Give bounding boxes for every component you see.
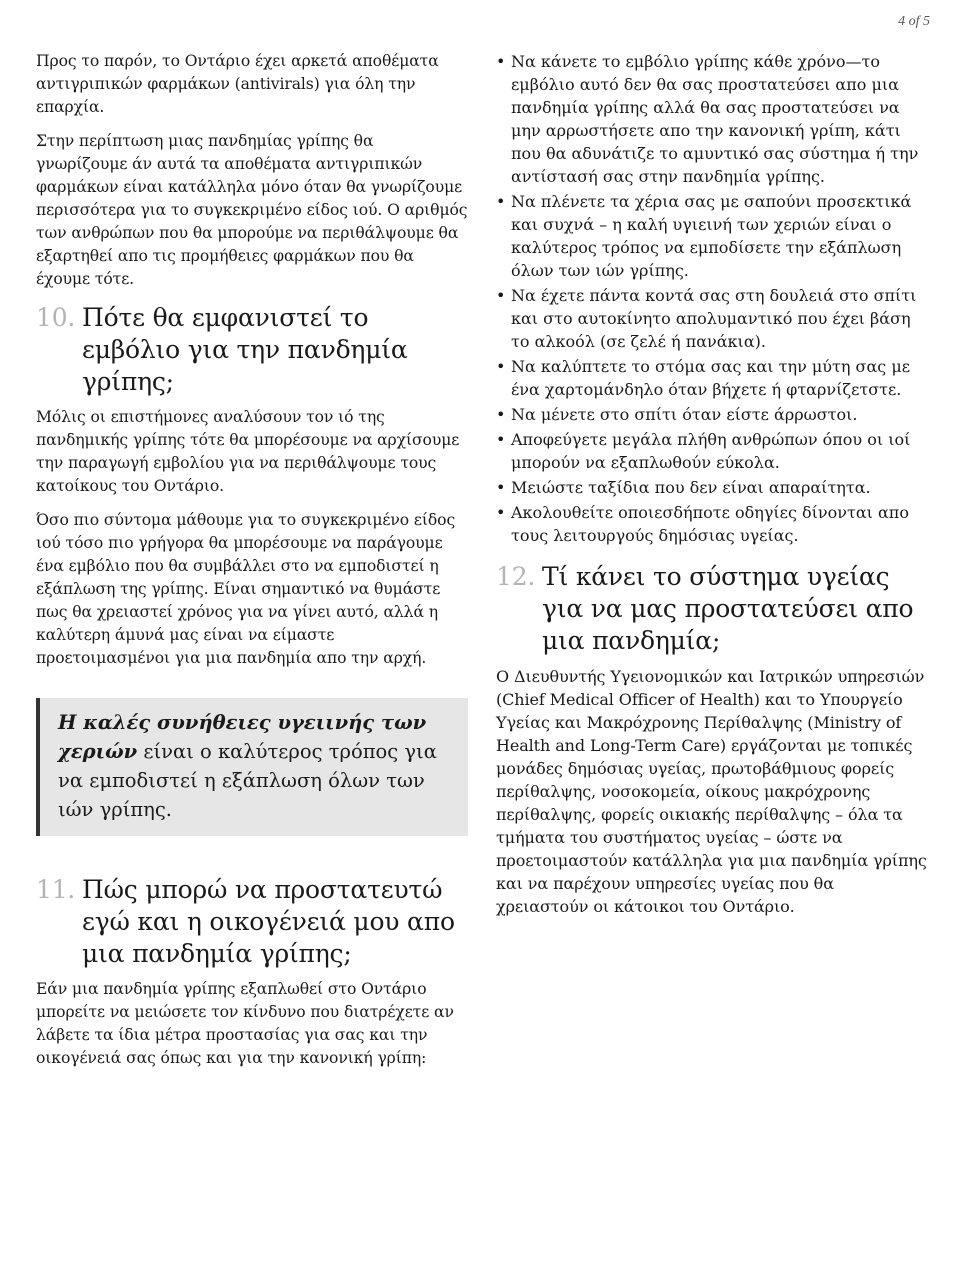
bullet-icon: • [496,357,506,376]
list-item-text: Ακολουθείτε οποιεσδήποτε οδηγίες δίνονται απο τους λειτουργούς δημόσιας υγείας. [511,503,909,545]
section-12-title: Τί κάνει το σύστημα υγείας για να μας προστατεύσει απο μια πανδημία; [542,562,914,655]
bullet-icon: • [496,503,506,522]
section-12-paragraph: Ο Διευθυντής Υγειονομικών και Ιατρικών υπηρεσιών (Chief Medical Officer of Health) και το Υπουργείο Υγείας και Μακρόχρονης Περίθαλψης (Ministry of Health and Long-Term Care) εργάζονται με τοπικές μονάδες δημόσιας υγείας, πρωτοβάθμιους φορείς περίθαλψης, νοσοκομεία, οίκους μακρόχρονης περίθαλψης, φορείς οικιακής περίθαλψης – όλα τα τμήματα του συστήματος υγείας – ώστε να προετοιμαστούν κατάλληλα για μια πανδημία γρίπης και να παρέχουν υπηρεσίες υγείας που θα χρειαστούν οι κάτοικοι του Οντάριο. [496,667,927,916]
list-item-text: Μειώστε ταξίδια που δεν είναι απαραίτητα. [511,478,871,497]
section-11-paragraph: Εάν μια πανδημία γρίπης εξαπλωθεί στο Οντάριο μπορείτε να μειώσετε τον κίνδυνο που διατρέχετε αν λάβετε τα ίδια μέτρα προστασίας για σας και την οικογένειά σας όπως και για την κανονική γρίπη: [36,980,454,1067]
bullet-icon: • [496,192,506,211]
section-10-number: 10. [36,303,76,332]
section-10-paragraph-1: Μόλις οι επιστήμονες αναλύσουν τον ιό της πανδημικής γρίπης τότε θα μπορέσουμε να αρχίσουμε την παραγωγή εμβολίου για να περιθάλψουμε τους κατοίκους του Οντάριο. [36,408,460,495]
list-item-text: Να μένετε στο σπίτι όταν είστε άρρωστοι. [511,405,858,424]
list-item-text: Να πλένετε τα χέρια σας με σαπούνι προσεκτικά και συχνά – η καλή υγιεινή των χεριών είναι ο καλύτερος τρόπος να εμποδίσετε την εξάπλωση όλων των ιών γρίπης. [511,192,912,280]
list-item [496,284,928,353]
section-10-title: Πότε θα εμφανιστεί το εμβόλιο για την πανδημία γρίπης; [82,303,408,396]
section-12-number: 12. [496,562,536,591]
list-item-text: Να κάνετε το εμβόλιο γρίπης κάθε χρόνο—το εμβόλιο αυτό δεν θα σας προστατεύσει απο μια πανδημία γρίπης αλλά θα σας προστατεύσει να μην αρρωστήσετε απο την κανονική γρίπη, κάτι που θα αδυνάτιζε το αμυντικό σας σύστημα ή την αντίστασή σας στην πανδημία γρίπης. [511,52,919,186]
list-item [496,190,928,282]
section-11-number: 11. [36,875,76,904]
list-item [496,476,928,499]
list-item-text: Να έχετε πάντα κοντά σας στη δουλειά στο σπίτι και στο αυτοκίνητο απολυμαντικό που έχει βάση το αλκοόλ (σε ζελέ ή πανάκια). [511,286,917,351]
section-10-paragraph-2: Όσο πιο σύντομα μάθουμε για το συγκεκριμένο είδος ιού τόσο πιο γρήγορα θα μπορέσουμε να παράγουμε ένα εμβόλιο που θα συμβάλλει στο να εμποδιστεί η εξάπλωση της γρίπης. Είναι σημαντικό να θυμάστε πως θα χρειαστεί χρόνος για να γίνει αυτό, αλλά η καλύτερη άμυνά μας είναι να είμαστε προετοιμασμένοι για μια πανδημία απο την αρχή. [36,511,456,667]
left-column [36,50,468,1081]
page-number: 4 of 5 [898,14,930,29]
list-item [496,501,928,547]
section-11-heading [36,874,468,970]
intro-paragraph-1: Προς το παρόν, το Οντάριο έχει αρκετά αποθέματα αντιγριπικών φαρμάκων (antivirals) για όλη την επαρχία. [36,52,439,116]
list-item [496,428,928,474]
list-item [496,50,928,188]
bullet-icon: • [496,286,506,305]
protection-bullet-list [496,50,928,547]
callout-emphasis: Η καλές συνήθειες υγειινής των χεριών [58,711,427,763]
list-item [496,355,928,401]
list-item [496,403,928,426]
bullet-icon: • [496,52,506,71]
bullet-icon: • [496,405,506,424]
bullet-icon: • [496,430,506,449]
hand-hygiene-callout [36,698,468,836]
section-11-title: Πώς μπορώ να προστατευτώ εγώ και η οικογένειά μου απο μια πανδημία γρίπης; [82,875,455,968]
intro-paragraph-2: Στην περίπτωση μιας πανδημίας γρίπης θα γνωρίζουμε άν αυτά τα αποθέματα αντιγριπικών φαρμάκων είναι κατάλληλα μόνο όταν θα γνωρίζουμε περισσότερα για το συγκεκριμένο είδος ιού. Ο αριθμός των ανθρώπων που θα μπορούμε να περιθάλψουμε θα εξαρτηθεί απο τις προμήθειες φαρμάκων που θα έχουμε τότε. [36,132,468,288]
section-12-heading [496,561,928,657]
list-item-text: Να καλύπτετε το στόμα σας και την μύτη σας με ένα χαρτομάνδηλο όταν βήχετε ή φταρνίζετστε. [511,357,911,399]
section-10-heading [36,302,468,398]
list-item-text: Αποφεύγετε μεγάλα πλήθη ανθρώπων όπου οι ιοί μπορούν να εξαπλωθούν εύκολα. [511,430,911,472]
right-column [496,50,928,929]
bullet-icon: • [496,478,506,497]
callout-text: είναι ο καλύτερος τρόπος για να εμποδιστεί η εξάπλωση όλων των ιών γρίπης. [58,740,437,821]
